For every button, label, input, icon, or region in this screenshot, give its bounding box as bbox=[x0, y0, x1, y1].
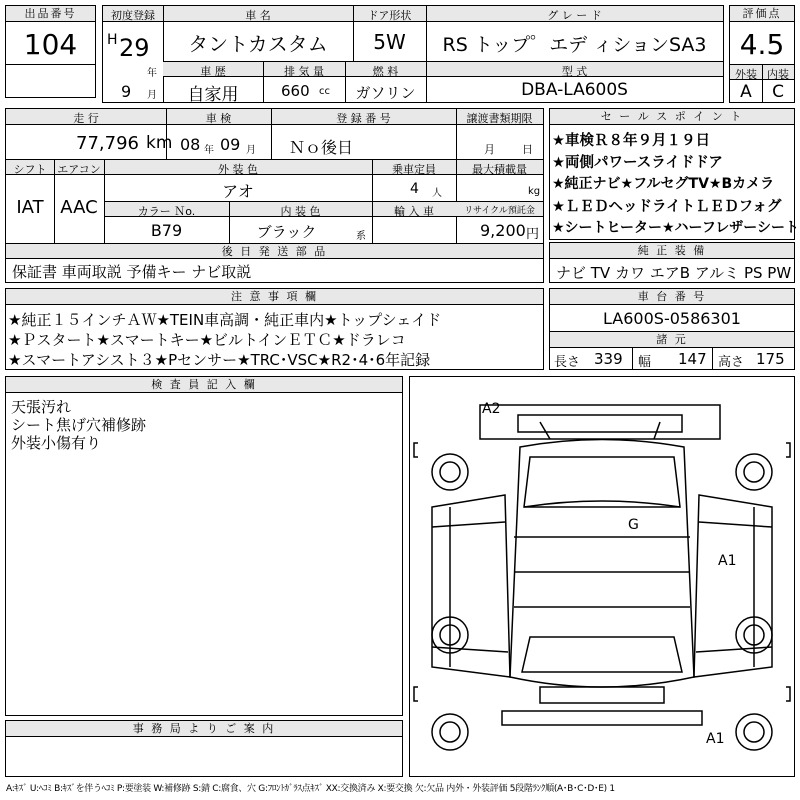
notes-line: ★Ｐスタート★スマートキー★ビルトインＥＴＣ★ドラレコ bbox=[8, 331, 406, 349]
recycle-unit: 円 bbox=[526, 227, 540, 242]
lot-number: 104 bbox=[23, 28, 78, 61]
shift-value: IAT bbox=[16, 197, 44, 218]
ext-label: 外装 bbox=[735, 68, 757, 81]
car-name: タントカスタム bbox=[188, 32, 328, 56]
inspection-label: 車 検 bbox=[205, 112, 232, 125]
inspector-box bbox=[5, 376, 403, 716]
transfer-month: 月 bbox=[484, 143, 495, 156]
int-color-label: 内 装 色 bbox=[280, 205, 321, 218]
length-label: 長さ bbox=[554, 355, 581, 370]
reg-value: Ｎｏ後日 bbox=[289, 138, 354, 157]
later-value: 保証書 車両取説 予備キー ナビ取説 bbox=[12, 263, 252, 281]
shift-label: シフト bbox=[13, 163, 47, 176]
recycle-label: リサイクル預託金 bbox=[464, 206, 535, 216]
colorno-value: B79 bbox=[150, 221, 183, 240]
equipment-box bbox=[549, 242, 795, 283]
details-grid bbox=[5, 108, 544, 283]
selling-line: ★純正ナビ★フルセグTV★Bカメラ bbox=[552, 176, 775, 192]
inspector-line: 天張汚れ bbox=[11, 398, 72, 416]
lot-label: 出品番号 bbox=[6, 6, 95, 22]
history-value: 自家用 bbox=[187, 85, 239, 105]
damage-mark: G bbox=[628, 517, 639, 533]
color-label: 外 装 色 bbox=[218, 163, 258, 176]
chassis-number: LA600S-0586301 bbox=[603, 309, 741, 328]
int-label: 内装 bbox=[767, 68, 789, 81]
spec-label: 諸 元 bbox=[550, 332, 794, 348]
insp-year-unit: 年 bbox=[204, 145, 214, 156]
load-unit: kg bbox=[528, 186, 541, 197]
capacity-unit: 人 bbox=[432, 188, 442, 199]
door-label: ドア形状 bbox=[367, 9, 412, 22]
damage-diagram bbox=[409, 376, 795, 777]
ext-grade: A bbox=[740, 82, 752, 102]
length-value: 339 bbox=[594, 350, 623, 368]
history-label: 車 歴 bbox=[200, 65, 226, 78]
import-label: 輸 入 車 bbox=[394, 205, 434, 218]
damage-mark: A2 bbox=[482, 401, 501, 417]
reg-month: 9 bbox=[121, 82, 132, 101]
int-color-value: ブラック bbox=[256, 223, 317, 241]
disp-label: 排 気 量 bbox=[284, 65, 324, 78]
selling-points bbox=[549, 108, 800, 240]
score-value: 4.5 bbox=[739, 28, 785, 61]
first-reg-label: 初度登録 bbox=[111, 9, 155, 22]
month-unit: 月 bbox=[147, 90, 157, 101]
insp-month: 09 bbox=[220, 135, 241, 154]
damage-mark: A1 bbox=[706, 731, 725, 747]
later-label: 後 日 発 送 部 品 bbox=[6, 244, 543, 259]
name-label: 車 名 bbox=[245, 9, 271, 22]
notes-box bbox=[5, 288, 544, 370]
equipment-value: ナビ TV カワ エアB アルミ PS PW bbox=[556, 264, 792, 282]
notes-line: ★純正１５インチＡＷ★TEIN車高調・純正車内★トップシェイド bbox=[8, 311, 442, 329]
grade-value: RS トップ゜エデ ィションSA3 bbox=[442, 34, 707, 56]
color-value: アオ bbox=[222, 182, 254, 201]
notes-line: ★スマートアシスト３★Pセンサー★TRC･VSC★R2･4･6年記録 bbox=[8, 351, 431, 369]
int-color-unit: 系 bbox=[356, 231, 366, 242]
lot-box bbox=[5, 5, 96, 98]
notes-label: 注 意 事 項 欄 bbox=[6, 289, 543, 305]
car-outline-diagram bbox=[410, 377, 794, 776]
damage-mark: A1 bbox=[718, 553, 737, 569]
load-label: 最大積載量 bbox=[472, 163, 527, 176]
legend-text: A:ｷｽﾞ U:ﾍｺﾐ B:ｷｽﾞを伴うﾍｺﾐ P:要塗装 W:補修跡 S:錆 C:腐食、穴 G:ﾌﾛﾝﾄｶﾞﾗｽ点ｷｽﾞ XX:交換済み X:要交換 欠:欠品 内外・外装評価 5段階ﾗﾝｸ順(A･B･C･D･E) 1 bbox=[6, 784, 615, 794]
year-unit: 年 bbox=[147, 68, 157, 79]
door-type: 5W bbox=[373, 30, 406, 54]
ac-value: AAC bbox=[60, 197, 98, 218]
inspector-line: シート焦げ穴補修跡 bbox=[11, 416, 147, 434]
score-box bbox=[729, 5, 795, 103]
fuel-value: ガソリン bbox=[355, 84, 416, 102]
recycle-value: 9,200 bbox=[480, 221, 526, 240]
transfer-label: 譲渡書類期限 bbox=[466, 112, 533, 125]
width-label: 幅 bbox=[638, 355, 652, 370]
era: H bbox=[107, 32, 118, 48]
inspector-label: 検 査 員 記 入 欄 bbox=[6, 377, 402, 393]
capacity-value: 4 bbox=[410, 181, 419, 197]
colorno-label: カラー Ｎo. bbox=[137, 205, 196, 218]
selling-line: ★シートヒーター★ハーフレザーシート bbox=[552, 220, 800, 236]
width-value: 147 bbox=[678, 350, 707, 368]
selling-line: ★両側パワースライドドア bbox=[552, 155, 723, 171]
disp-unit: cc bbox=[319, 86, 330, 97]
chassis-box bbox=[549, 288, 795, 370]
office-label: 事 務 局 よ り ご 案 内 bbox=[6, 721, 402, 737]
score-label: 評価点 bbox=[730, 6, 794, 22]
height-value: 175 bbox=[756, 350, 785, 368]
vehicle-header bbox=[102, 5, 724, 103]
mileage-value: 77,796 bbox=[76, 133, 139, 154]
ac-label: エアコン bbox=[57, 163, 101, 176]
selling-line: ★車検Ｒ８年９月１９日 bbox=[552, 133, 710, 149]
transfer-day: 日 bbox=[522, 143, 533, 156]
chassis-label: 車 台 番 号 bbox=[550, 289, 794, 305]
selling-label: セ ー ル ス ポ イ ン ト bbox=[550, 109, 794, 125]
selling-line: ★ＬＥＤヘッドライトＬＥＤフォグ bbox=[552, 199, 782, 215]
insp-month-unit: 月 bbox=[246, 145, 256, 156]
int-grade: C bbox=[772, 82, 784, 102]
equipment-label: 純 正 装 備 bbox=[550, 243, 794, 259]
grade-label: グ レ ー ド bbox=[547, 9, 602, 22]
model-label: 型 式 bbox=[561, 65, 588, 78]
reg-year: 29 bbox=[119, 34, 150, 62]
mileage-label: 走 行 bbox=[73, 112, 99, 125]
fuel-label: 燃 料 bbox=[372, 65, 399, 78]
reg-label: 登 録 番 号 bbox=[336, 112, 391, 125]
disp-value: 660 bbox=[281, 82, 310, 100]
insp-year: 08 bbox=[180, 135, 201, 154]
inspector-line: 外装小傷有り bbox=[11, 434, 102, 452]
mileage-unit: km bbox=[146, 133, 173, 153]
height-label: 高さ bbox=[718, 355, 745, 370]
model-value: DBA-LA600S bbox=[521, 80, 628, 100]
capacity-label: 乗車定員 bbox=[392, 163, 436, 176]
office-box bbox=[5, 720, 403, 777]
